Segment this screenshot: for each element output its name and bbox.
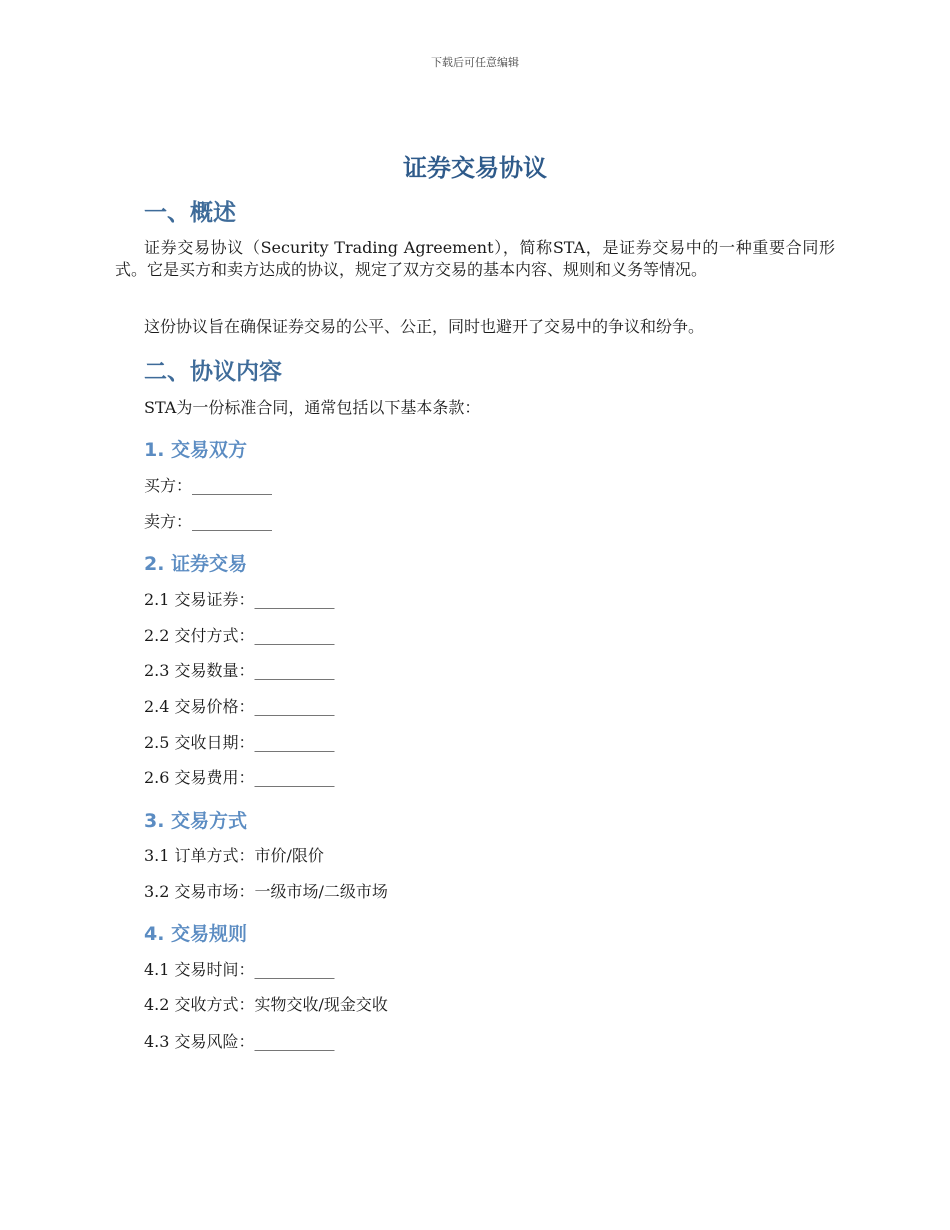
subheading-parties: 1. 交易双方: [144, 439, 248, 461]
document-title: 证券交易协议: [403, 154, 547, 182]
subheading-securities: 2. 证券交易: [144, 553, 248, 575]
header-note: 下载后可任意编辑: [431, 56, 519, 69]
list-item: 2.2 交付方式：__________: [144, 626, 335, 645]
subheading-method: 3. 交易方式: [144, 810, 248, 832]
section-heading-content: 二、协议内容: [144, 359, 282, 385]
list-item: 2.3 交易数量：__________: [144, 661, 335, 680]
overview-paragraph-2: 这份协议旨在确保证券交易的公平、公正，同时也避开了交易中的争议和纷争。: [144, 317, 705, 336]
content-intro: STA为一份标准合同，通常包括以下基本条款：: [144, 398, 481, 417]
list-item: 买方：__________: [144, 476, 273, 495]
list-item: 4.3 交易风险：__________: [144, 1032, 335, 1051]
list-item: 卖方：__________: [144, 512, 273, 531]
subheading-rules: 4. 交易规则: [144, 923, 248, 945]
list-item: 4.1 交易时间：__________: [144, 960, 335, 979]
list-item: 4.2 交收方式：实物交收/现金交收: [144, 995, 388, 1014]
list-item: 3.2 交易市场：一级市场/二级市场: [144, 882, 388, 901]
section-heading-overview: 一、概述: [144, 200, 236, 226]
list-item: 2.1 交易证券：__________: [144, 590, 335, 609]
overview-paragraph-1: 证券交易协议（Security Trading Agreement），简称STA，是证券交易中的一种重要合同形式。它是买方和卖方达成的协议，规定了双方交易的基本内容、规则和义务等情况。: [115, 238, 835, 279]
list-item: 2.4 交易价格：__________: [144, 697, 335, 716]
list-item: 3.1 订单方式：市价/限价: [144, 846, 324, 865]
list-item: 2.5 交收日期：__________: [144, 733, 335, 752]
list-item: 2.6 交易费用：__________: [144, 768, 335, 787]
